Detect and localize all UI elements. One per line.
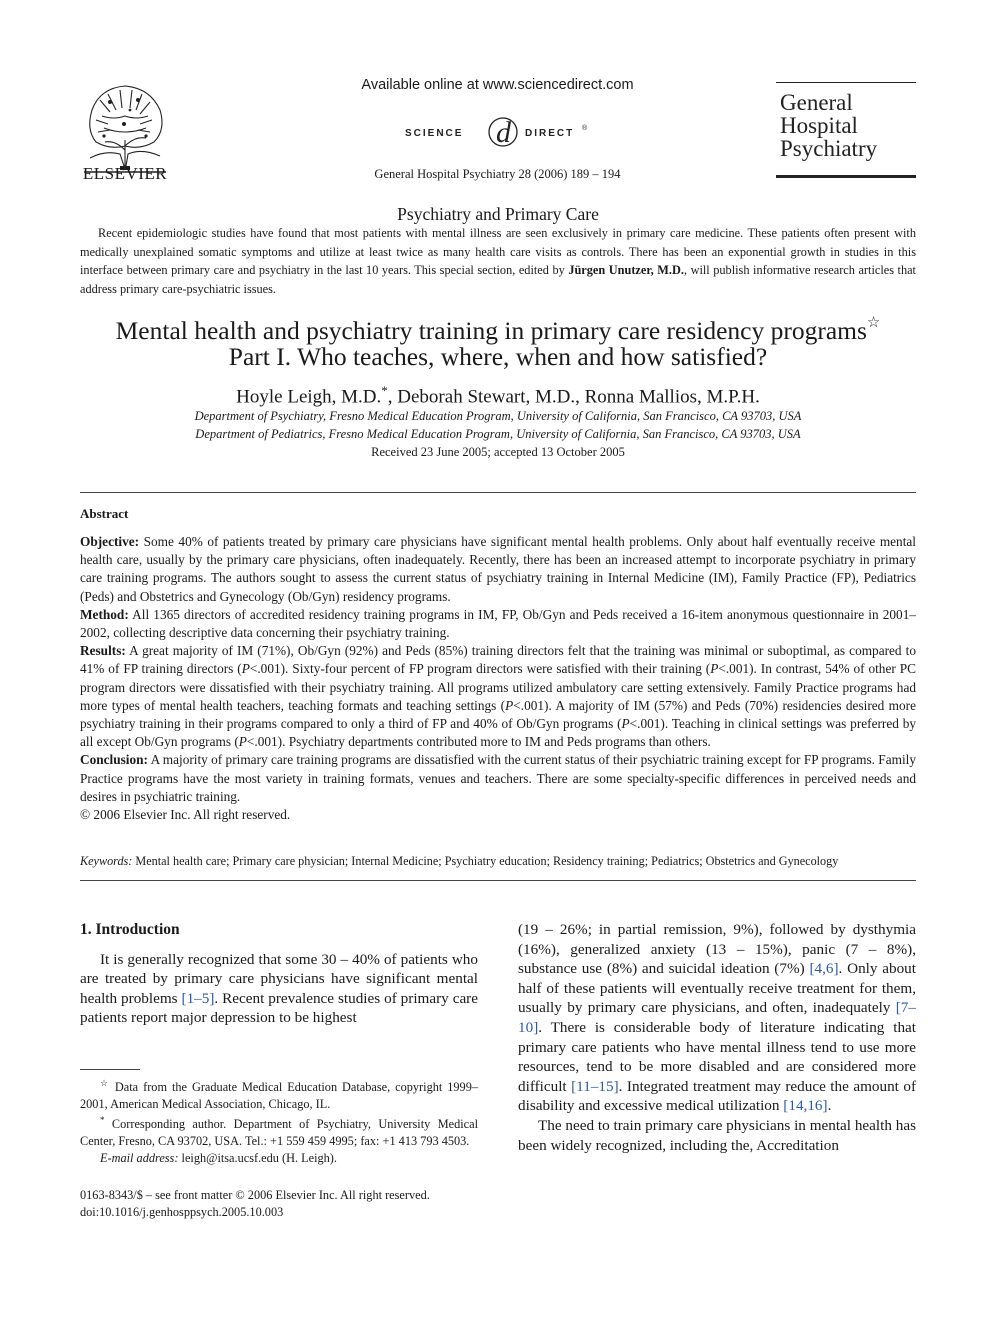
paragraph: (19 – 26%; in partial remission, 9%), followed by dysthymia (16%), generalized anxiety (13 – 15%), panic (7 – 8%), substance use (8%) and suicidal ideation (7%) [4,6]. Only about half of these patients will eventually receive treatment for them, usually by primary care physicians, and often, inadequately [7–10]. There is considerable body of literature indicating that primary care patients who have mental illness tend to use more resources, tend to be more disabled and are considered more difficult [11–15]. Integrated treatment may reduce the amount of disability and excessive medical utilization [14,16].: [518, 921, 917, 1115]
citation-link[interactable]: [14,16]: [783, 1097, 828, 1115]
footnotes: [80, 1075, 478, 1166]
right-column: [518, 920, 916, 1155]
front-matter: [80, 1187, 478, 1220]
abstract-body: [80, 533, 916, 824]
journal-title-line: General: [780, 90, 853, 115]
journal-citation: General Hospital Psychiatry 28 (2006) 189 – 194: [374, 167, 621, 181]
sciencedirect-logo: [405, 112, 590, 154]
section-title: Psychiatry and Primary Care: [397, 204, 599, 224]
citation-link[interactable]: [1–5]: [181, 989, 215, 1007]
footnote-email: E-mail address: leigh@itsa.ucsf.edu (H. Leigh).: [100, 1150, 337, 1165]
svg-text:d: d: [496, 116, 511, 149]
publisher-name: ELSEVIER: [82, 164, 168, 183]
abstract-copyright: © 2006 Elsevier Inc. All right reserved.: [80, 807, 291, 823]
abstract-results: Results: A great majority of IM (71%), Ob/Gyn (92%) and Peds (85%) training directors felt that the training was minimal or suboptimal, as compared to 41% of FP training directors (P<.001). Sixty-four percent of FP program directors were satisfied with their training (P<.001). In contrast, 54% of other PC program directors were dissatisfied with their psychiatry training. All programs utilized ambulatory care setting extensively. Family Practice programs had more types of mental health teachers, teaching formats and teaching settings (P<.001). A majority of IM (57%) and Peds (70%) residencies desired more psychiatry training in their programs compared to only a third of FP and 40% of Ob/Gyn programs (P<.001). Teaching in clinical settings was preferred by all except Ob/Gyn programs (P<.001). Psychiatry departments contributed more to IM and Peds programs than others.: [80, 643, 916, 750]
available-online-text: Available online at www.sciencedirect.com: [361, 77, 634, 93]
divider: [80, 880, 916, 881]
corresponding-author-mark[interactable]: *: [381, 383, 388, 398]
abstract-heading: Abstract: [80, 506, 129, 521]
footnote: * Corresponding author. Department of Psychiatry, University Medical Center, Fresno, CA 93702, USA. Tel.: +1 559 459 4995; fax: +1 413 793 4503.: [80, 1115, 478, 1148]
issn-line: 0163-8343/$ – see front matter © 2006 Elsevier Inc. All right reserved.: [80, 1188, 430, 1202]
journal-title-line: Psychiatry: [780, 136, 878, 161]
journal-title-line: Hospital: [780, 113, 858, 138]
received-dates: Received 23 June 2005; accepted 13 October 2005: [371, 445, 625, 459]
affiliation: Department of Psychiatry, Fresno Medical Education Program, University of California, San Francisco, CA 93703, USA: [194, 409, 802, 423]
footnote: ☆ Data from the Graduate Medical Education Database, copyright 1999–2001, American Medical Association, Chicago, IL.: [80, 1078, 478, 1111]
abstract-conclusion: Conclusion: A majority of primary care training programs are dissatisfied with the current status of their psychiatric training except for FP programs. Family Practice programs have the most variety in training formats, venues and teachers. There are some specialty-specific differences in perceived needs and desires in psychiatric training.: [80, 752, 916, 804]
article-subtitle: Part I. Who teaches, where, when and how satisfied?: [228, 342, 768, 371]
footnote-divider: [80, 1069, 140, 1070]
section-intro: Recent epidemiologic studies have found that most patients with mental illness are seen exclusively in primary care medicine. These patients often present with medically unexplained somatic symptoms and utilize at least twice as many health care visits as controls. There has been an exponential growth in studies in this interface between primary care and psychiatry in the last 10 years. This special section, edited by Jürgen Unutzer, M.D., will publish informative research articles that address primary care-psychiatric issues.: [80, 226, 916, 296]
sd-mark: ®: [582, 125, 588, 132]
citation-link[interactable]: [7–10]: [518, 999, 916, 1036]
section-editor: Jürgen Unutzer, M.D.: [568, 263, 684, 278]
article-title: Mental health and psychiatry training in primary care residency programs☆: [115, 315, 881, 345]
sd-right-text: DIRECT: [525, 128, 575, 139]
email-address[interactable]: leigh@itsa.ucsf.edu (H. Leigh).: [178, 1150, 337, 1165]
affiliation: Department of Pediatrics, Fresno Medical Education Program, University of California, San Francisco, CA 93703, USA: [195, 427, 801, 441]
author-list: Hoyle Leigh, M.D.*, Deborah Stewart, M.D., Ronna Mallios, M.P.H.: [236, 383, 760, 408]
left-column: [80, 920, 478, 1028]
citation-link[interactable]: [4,6]: [809, 960, 839, 978]
abstract-objective: Objective: Some 40% of patients treated by primary care physicians have significant mental health problems. Only about half eventually receive mental health care, usually by the primary care physicians, often inadequately. Recently, there has been an increased attempt to incorporate psychiatry in primary care training programs. The authors sought to assess the current status of psychiatry training in Internal Medicine (IM), Family Practice (FP), Pediatrics (Peds) and Obstetrics and Gynecology (Ob/Gyn) residency programs.: [80, 534, 916, 604]
abstract-method: Method: All 1365 directors of accredited residency training programs in IM, FP, Ob/Gyn and Peds received a 16-item anonymous questionnaire in 2001–2002, collecting descriptive data concerning their psychiatry training.: [80, 606, 916, 641]
author-name: Hoyle Leigh, M.D.: [236, 386, 382, 408]
divider: [80, 492, 916, 493]
journal-title-box: [776, 82, 916, 178]
title-footnote-mark[interactable]: ☆: [866, 315, 881, 331]
doi-line[interactable]: doi:10.1016/j.genhosppsych.2005.10.003: [80, 1204, 284, 1219]
citation-link[interactable]: [11–15]: [571, 1077, 619, 1095]
section-heading: 1. Introduction: [80, 921, 180, 938]
paragraph: The need to train primary care physicians in mental health has been widely recognized, including the, Accreditation: [518, 1116, 916, 1154]
paragraph: It is generally recognized that some 30 – 40% of patients who are treated by primary care physicians have significant mental health problems [1–5]. Recent prevalence studies of primary care patients report major depression to be highest: [80, 950, 478, 1027]
sd-left-text: SCIENCE: [405, 128, 464, 139]
keywords: Keywords: Mental health care; Primary care physician; Internal Medicine; Psychiatry education; Residency training; Pediatrics; Obstetrics and Gynecology: [80, 854, 839, 868]
